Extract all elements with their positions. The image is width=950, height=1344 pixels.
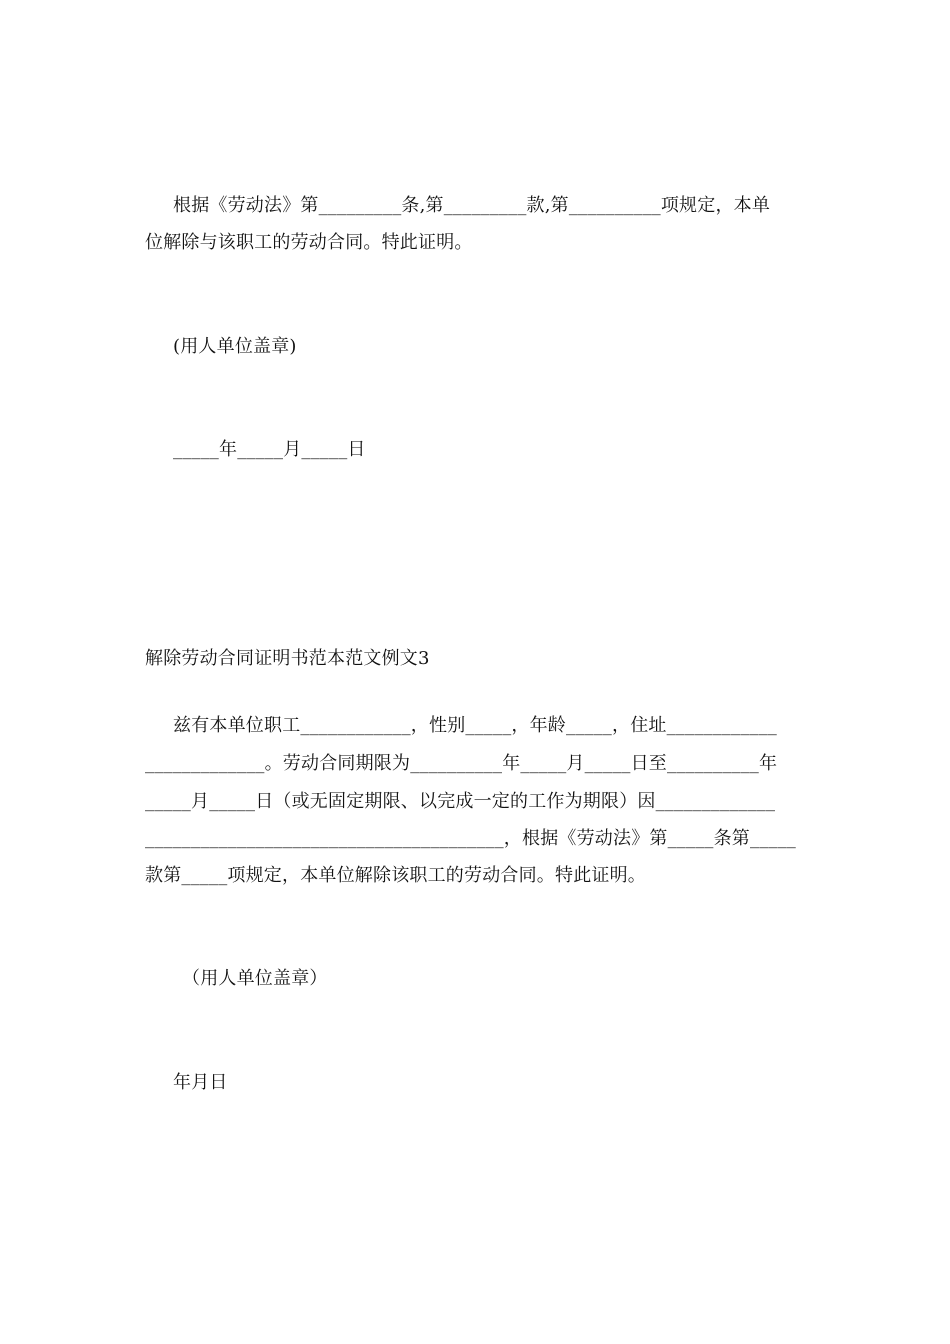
company-seal-text: （用人单位盖章）: [182, 968, 328, 989]
paragraph-line: 位解除与该职工的劳动合同。特此证明。: [145, 232, 473, 253]
date-line: _____年_____月_____日: [173, 439, 366, 460]
paragraph-line: 根据《劳动法》第_________条,第_________款,第__________项规定，本单: [173, 195, 771, 216]
paragraph-line: 款第_____项规定，本单位解除该职工的劳动合同。特此证明。: [145, 865, 646, 886]
section-title: 解除劳动合同证明书范本范文例文3: [145, 648, 430, 669]
date-line: 年月日: [173, 1072, 228, 1093]
paragraph-line: _____________。劳动合同期限为__________年_____月_____日至__________年: [145, 753, 778, 774]
paragraph-line: 兹有本单位职工____________，性别_____，年龄_____，住址____________: [173, 715, 777, 736]
paragraph-line: _____月_____日（或无固定期限、以完成一定的工作为期限）因_____________: [145, 791, 776, 812]
company-seal-text: (用人单位盖章): [173, 336, 297, 357]
paragraph-line: _______________________________________，根据《劳动法》第_____条第_____: [145, 828, 796, 849]
